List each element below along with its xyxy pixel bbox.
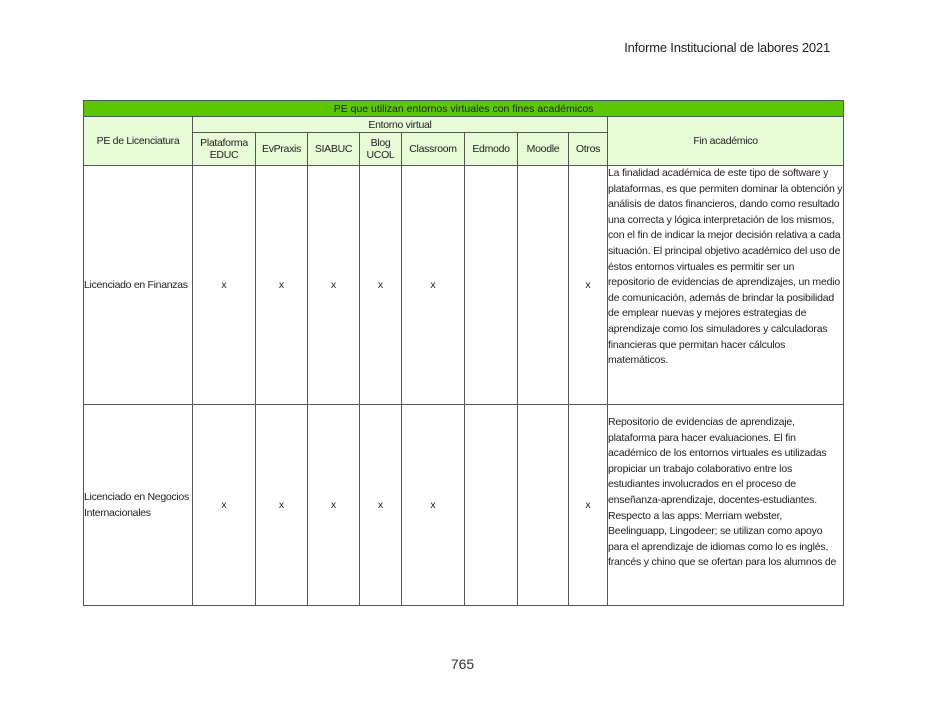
purpose-header: Fin académico bbox=[608, 117, 844, 166]
mark-cell: x bbox=[569, 166, 608, 405]
mark-cell bbox=[465, 405, 518, 606]
mark-cell: x bbox=[308, 166, 360, 405]
table-title: PE que utilizan entornos virtuales con fines académicos bbox=[84, 101, 844, 117]
mark-cell: x bbox=[360, 166, 402, 405]
mark-cell: x bbox=[256, 405, 308, 606]
group-header: Entorno virtual bbox=[193, 117, 608, 133]
mark-cell bbox=[465, 166, 518, 405]
mark-cell: x bbox=[308, 405, 360, 606]
mark-cell: x bbox=[402, 166, 465, 405]
purpose-cell: La finalidad académica de este tipo de software y plataformas, es que permiten dominar la obtención y análisis de datos financieros, dando como resultado una correcta y lógica interpretación de los mismos, con el fin de indicar la mejor decisión relativa a cada situación. El principal objetivo académico del uso de éstos entornos virtuales es permitir ser un repositorio de evidencias de aprendizajes, un medio de comunicación, además de brindar la posibilidad de emplear nuevas y mejores estrategias de aprendizaje como los simuladores y calculadoras financieras que permitan hacer cálculos matemáticos. bbox=[608, 166, 844, 405]
table-row bbox=[84, 405, 844, 606]
mark-cell: x bbox=[256, 166, 308, 405]
mark-cell: x bbox=[402, 405, 465, 606]
column-header: Moodle bbox=[518, 133, 569, 166]
purpose-cell: Repositorio de evidencias de aprendizaje, plataforma para hacer evaluaciones. El fin académico de los entornos virtuales es utilizadas propiciar un trabajo colaborativo entre los estudiantes involucrados en el proceso de enseñanza-aprendizaje, docentes-estudiantes. Respecto a las apps: Merriam webster, Beelinguapp, Lingodeer; se utilizan como apoyo para el aprendizaje de idiomas como lo es inglés, francés y chino que se ofertan para los alumnos de bbox=[608, 405, 844, 606]
column-header: Blog UCOL bbox=[360, 133, 402, 166]
running-head: Informe Institucional de labores 2021 bbox=[624, 40, 830, 55]
mark-cell: x bbox=[193, 405, 256, 606]
virtual-environments-table bbox=[83, 100, 844, 606]
program-header: PE de Licenciatura bbox=[84, 117, 193, 166]
column-header: SIABUC bbox=[308, 133, 360, 166]
column-header: Classroom bbox=[402, 133, 465, 166]
mark-cell bbox=[518, 166, 569, 405]
program-cell: Licenciado en Finanzas bbox=[84, 166, 193, 405]
mark-cell: x bbox=[360, 405, 402, 606]
column-header: EvPraxis bbox=[256, 133, 308, 166]
mark-cell: x bbox=[569, 405, 608, 606]
page-number: 765 bbox=[450, 656, 475, 672]
column-header: Plataforma EDUC bbox=[193, 133, 256, 166]
mark-cell bbox=[518, 405, 569, 606]
column-header: Otros bbox=[569, 133, 608, 166]
table-row bbox=[84, 166, 844, 405]
mark-cell: x bbox=[193, 166, 256, 405]
column-header: Edmodo bbox=[465, 133, 518, 166]
program-cell: Licenciado en Negocios Internacionales bbox=[84, 405, 193, 606]
